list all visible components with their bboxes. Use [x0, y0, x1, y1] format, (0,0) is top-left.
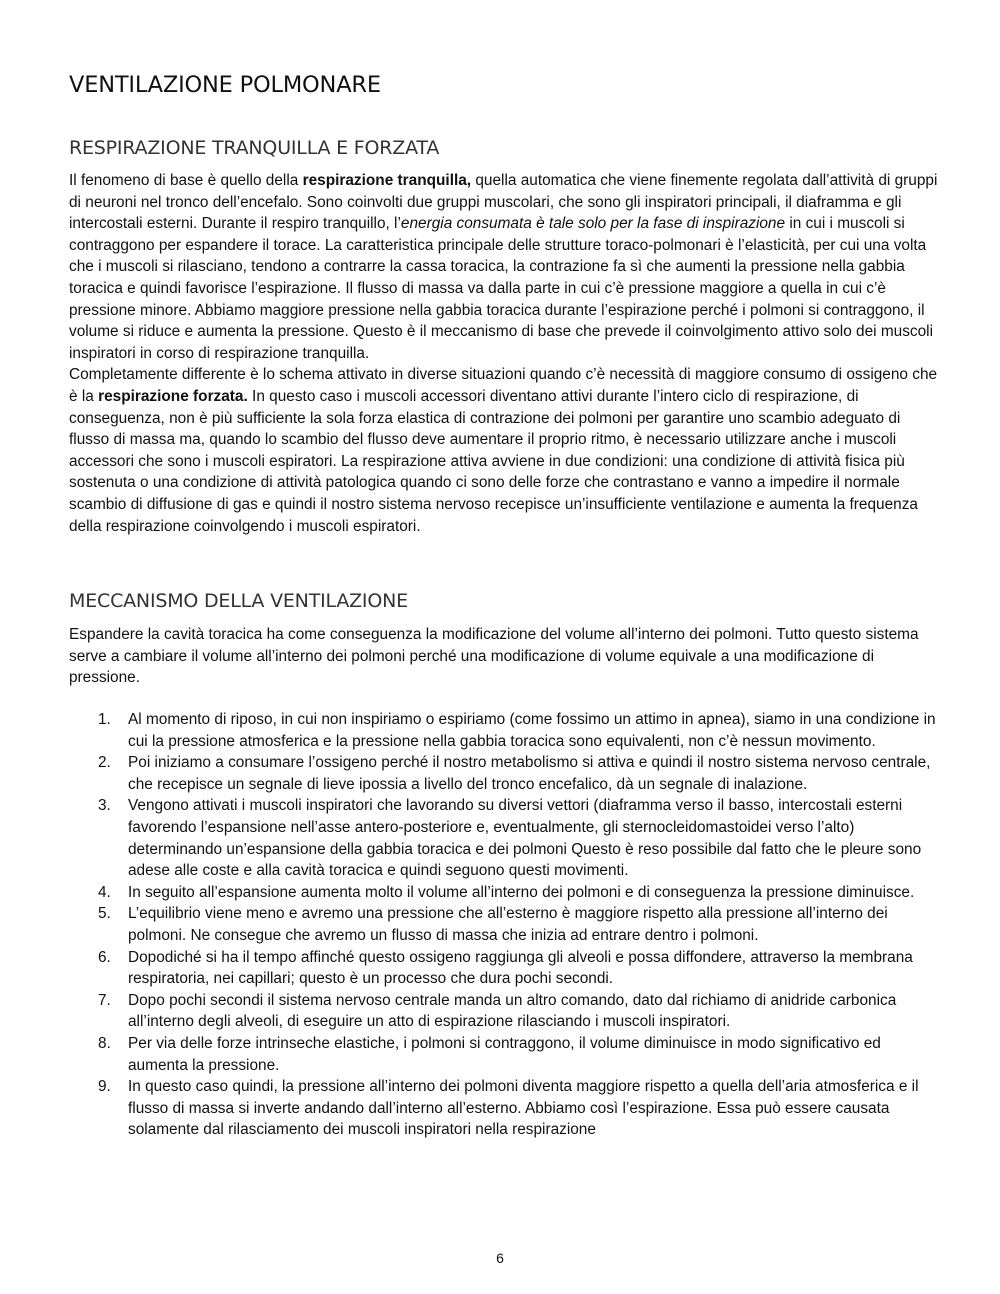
page-title: VENTILAZIONE POLMONARE — [69, 72, 381, 98]
list-item-text: Poi iniziamo a consumare l’ossigeno perché il nostro metabolismo si attiva e quindi il nostro sistema nervoso centrale, che recepisce un segnale di lieve ipossia a livello del tronco encefalico, dà un segnale di inalazione. — [128, 754, 931, 793]
paragraph-respirazione-tranquilla — [69, 170, 939, 364]
list-item-text: L’equilibrio viene meno e avremo una pressione che all’esterno è maggiore rispetto alla pressione all’interno dei polmoni. Ne consegue che avremo un flusso di massa che inizia ad entrare dentro i polmoni. — [128, 905, 888, 944]
list-number: 5. — [98, 905, 111, 923]
text-run: in cui i muscoli si contraggono per espandere il torace. La caratteristica principale delle strutture toraco-polmonari è l’elasticità, per cui una volta che i muscoli si rilasciano, tendono a contrarre la cassa toracica, la contrazione fa sì che aumenti la pressione nella gabbia toracica e quindi favorisce l’espirazione. Il flusso di massa va dalla parte in cui c’è pressione maggiore a quella in cui c’è pressione minore. Abbiamo maggiore pressione nella gabbia toracica durante l’espirazione perché i polmoni si contraggono, il volume si riduce e aumenta la pressione. Questo è il meccanismo di base che prevede il coinvolgimento attivo solo dei muscoli inspiratori in corso di respirazione tranquilla. — [69, 215, 934, 362]
list-item — [69, 1076, 939, 1141]
list-item-text: Al momento di riposo, in cui non inspiriamo o espiriamo (come fossimo un attimo in apnea), siamo in una condizione in cui la pressione atmosferica e la pressione nella gabbia toracica sono equivalenti, non c’è nessun movimento. — [128, 711, 936, 750]
list-item — [69, 752, 939, 795]
section-body-meccanismo — [69, 624, 939, 689]
list-item — [69, 990, 939, 1033]
list-item — [69, 882, 939, 904]
list-item-text: Dopo pochi secondi il sistema nervoso centrale manda un altro comando, dato dal richiamo di anidride carbonica all’interno degli alveoli, di eseguire un atto di espirazione rilasciando i muscoli inspiratori. — [128, 991, 897, 1031]
list-number: 6. — [98, 948, 111, 966]
list-item-text: Per via delle forze intrinseche elastiche, i polmoni si contraggono, il volume diminuisce in modo significativo ed aumenta la pressione. — [128, 1034, 881, 1074]
list-item-text: Dopodiché si ha il tempo affinché questo ossigeno raggiunga gli alveoli e possa diffondere, attraverso la membrana respiratoria, nei capillari; questo è un processo che dura pochi secondi. — [128, 948, 913, 988]
text-run: Completamente differente è lo schema attivato in diverse situazioni quando c’è necessità di maggiore consumo di ossigeno che è la — [69, 366, 938, 405]
list-number: 2. — [98, 754, 111, 772]
page-number: 6 — [496, 1250, 504, 1266]
list-number: 9. — [98, 1078, 111, 1096]
list-item-text: Vengono attivati i muscoli inspiratori che lavorando su diversi vettori (diaframma verso il basso, intercostali esterni favorendo l’espansione nell’asse antero-posteriore e, eventualmente, gli sternocleidomastoidei verso l’alto) determinando un’espansione della gabbia toracica e dei polmoni Questo è reso possibile dal fatto che le pleure sono adese alle coste e alla cavità toracica e quindi seguono questi movimenti. — [128, 797, 922, 880]
ventilation-steps-list — [69, 709, 939, 1141]
list-item-text: In questo caso quindi, la pressione all’interno dei polmoni diventa maggiore rispetto a quella dell’aria atmosferica e il flusso di massa si inverte andando dall’interno all’esterno. Abbiamo così l’espirazione. Essa può essere causata solamente dal rilasciamento dei muscoli inspiratori nella respirazione — [128, 1078, 919, 1139]
text-run: In questo caso i muscoli accessori diventano attivi durante l’intero ciclo di respirazione, di conseguenza, non è più sufficiente la sola forza elastica di contrazione dei polmoni per garantire uno scambio adeguato di flusso di massa ma, quando lo scambio del flusso deve aumentare il proprio ritmo, è necessario utilizzare anche i muscoli accessori che sono i muscoli espiratori. La respirazione attiva avviene in due condizioni: una condizione di attività fisica più sostenuta o una condizione di attività patologica quando ci sono delle forze che contrastano e vanno a impedire il normale scambio di diffusione di gas e quindi il nostro sistema nervoso recepisce un’insufficiente ventilazione e aumenta la frequenza della respirazione coinvolgendo i muscoli espiratori. — [69, 387, 918, 535]
list-item — [69, 903, 939, 946]
text-run: Il fenomeno di base è quello della — [69, 172, 303, 189]
list-item — [69, 709, 939, 752]
section-heading-meccanismo: MECCANISMO DELLA VENTILAZIONE — [69, 590, 408, 612]
list-number: 8. — [98, 1034, 111, 1052]
list-item — [69, 795, 939, 881]
list-item — [69, 1033, 939, 1076]
list-number: 3. — [98, 797, 111, 815]
paragraph-respirazione-forzata — [69, 364, 939, 537]
italic-phrase-energia: energia consumata è tale solo per la fase di inspirazione — [400, 215, 786, 233]
list-number: 7. — [98, 991, 111, 1009]
section-heading-respirazione: RESPIRAZIONE TRANQUILLA E FORZATA — [69, 137, 440, 159]
list-item — [69, 947, 939, 990]
bold-term-respirazione-tranquilla: respirazione tranquilla, — [302, 172, 472, 189]
section-body-respirazione — [69, 170, 939, 537]
text-run: quella automatica che viene finemente regolata dall’attività di gruppi di neuroni nel tronco dell’encefalo. Sono coinvolti due gruppi muscolari, che sono gli inspiratori principali, il diaframma e gli intercostali esterni. Durante il respiro tranquillo, l’ — [69, 172, 938, 233]
bold-term-respirazione-forzata: respirazione forzata. — [98, 387, 248, 405]
list-item-text: In seguito all’espansione aumenta molto il volume all’interno dei polmoni e di conseguenza la pressione diminuisce. — [128, 883, 915, 901]
list-number: 1. — [98, 711, 111, 728]
list-number: 4. — [98, 883, 111, 901]
paragraph-meccanismo-intro: Espandere la cavità toracica ha come conseguenza la modificazione del volume all’interno dei polmoni. Tutto questo sistema serve a cambiare il volume all’interno dei polmoni perché una modificazione di volume equivale a una modificazione di pressione. — [69, 626, 919, 687]
